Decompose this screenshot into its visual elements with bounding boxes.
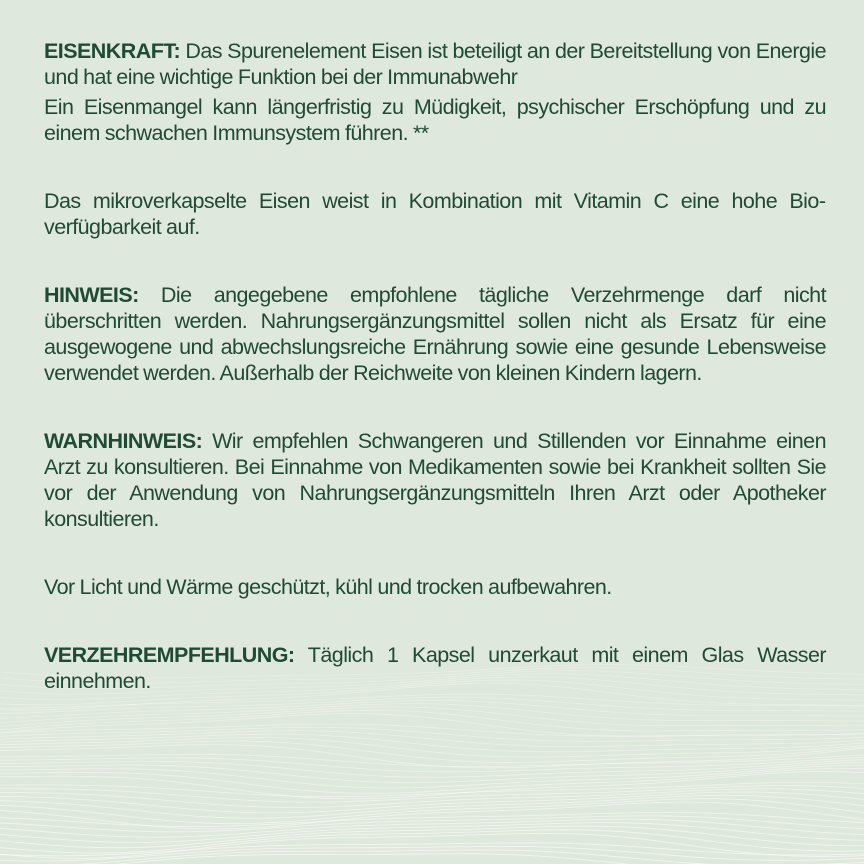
verzehrempfehlung-label: VERZEHREMPFEHLUNG:	[44, 643, 295, 667]
wave-line	[0, 854, 864, 864]
warnhinweis-text: Wir empfehlen Schwangeren und Stillenden vor Einnahme einen Arzt zu konsultieren. Bei Einnahme von Medikamenten sowie bei Krankheit sollten Sie vor der Anwendung von Nahrungsergänzungsmitteln Ihren Arzt oder Apotheker konsultieren.	[44, 429, 826, 531]
eisenmangel-paragraph: Ein Eisenmangel kann längerfristig zu Müdigkeit, psychischer Erschöpfung und zu einem schwachen Immunsystem führen. **	[44, 95, 826, 145]
product-info-text	[44, 38, 826, 694]
wave-line	[0, 795, 864, 818]
eisenkraft-label: EISENKRAFT:	[44, 39, 181, 63]
wave-line	[0, 823, 864, 843]
eisenkraft-paragraph	[44, 38, 826, 90]
wave-line	[0, 830, 864, 853]
wave-line	[0, 819, 864, 837]
lagerung-paragraph: Vor Licht und Wärme geschützt, kühl und trocken aufbewahren.	[44, 575, 612, 599]
wave-line	[0, 772, 864, 799]
wave-line	[0, 734, 864, 752]
hinweis-label: HINWEIS:	[44, 283, 139, 307]
verzehrempfehlung-text: Täglich 1 Kapsel unzerkaut mit einem Glas Wasser einnehmen.	[44, 643, 826, 693]
wave-line	[0, 707, 864, 727]
warnhinweis-label: WARNHINWEIS:	[44, 429, 203, 453]
hinweis-text: Die angegebene empfohlene tägliche Verzehrmenge darf nicht überschritten werden. Nahrungsergänzungsmittel sollen nicht als Ersatz für eine ausgewogene und abwechslungsreiche Ernährung sowie eine gesunde Lebensweise verwendet werden. Außerhalb der Reichweite von kleinen Kindern lagern.	[44, 283, 826, 385]
verzehrempfehlung-paragraph	[44, 642, 826, 694]
wave-line	[0, 799, 864, 824]
mikroverkapselt-paragraph: Das mikroverkapselte Eisen weist in Kombination mit Vitamin C eine hohe Bioverfügbarkeit auf.	[44, 189, 826, 239]
eisenkraft-text: Das Spurenelement Eisen ist beteiligt an der Bereitstellung von Energie und hat eine wichtige Funktion bei der Immunabwehr	[44, 39, 826, 89]
background-wave-pattern	[0, 664, 864, 864]
hinweis-paragraph	[44, 282, 826, 386]
wave-line	[0, 704, 864, 723]
warnhinweis-paragraph	[44, 428, 826, 532]
